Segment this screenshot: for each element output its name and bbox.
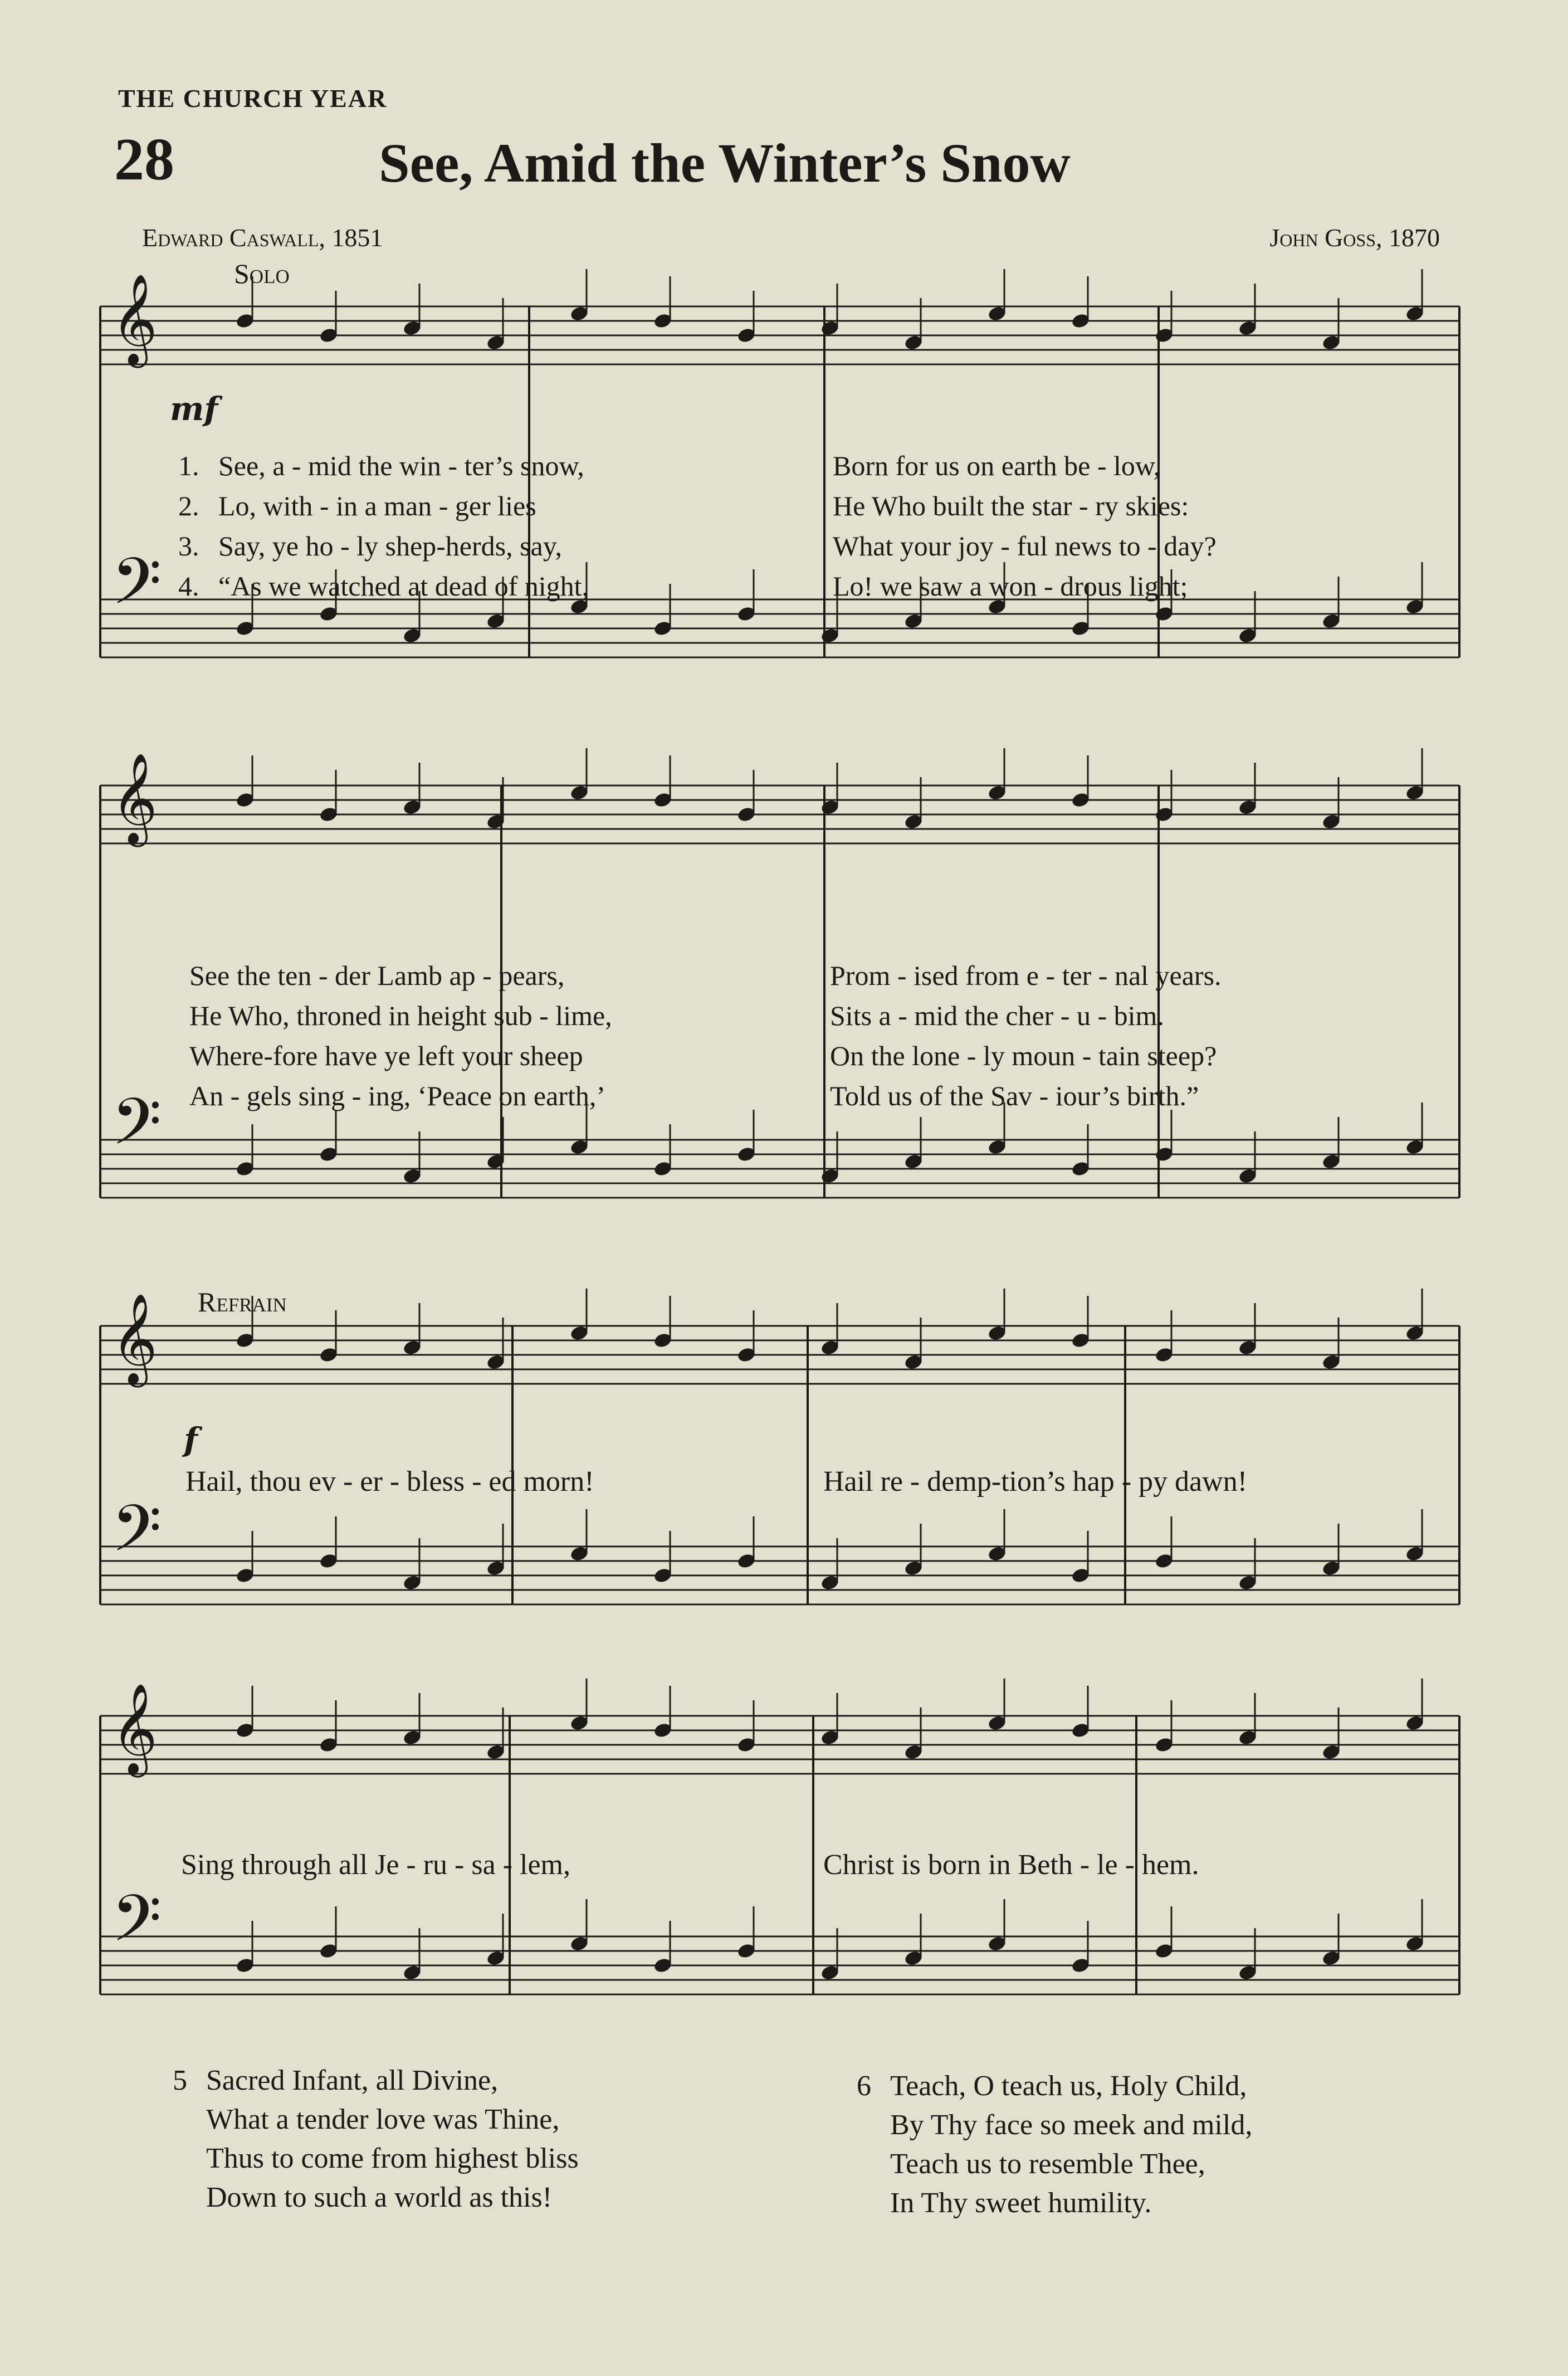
refrain-marking: Refrain	[198, 1286, 287, 1318]
stanza-5: 5 Sacred Infant, all Divine, What a tender love was Thine, Thus to come from highest bliss Down to such a world as this!	[173, 2065, 579, 2213]
clef-icon: 𝄢	[111, 544, 162, 635]
music-system-4	[100, 1683, 1471, 2072]
verse-line: See the ten - der Lamb ap - pears, Prom - ised from e - ter - nal years.	[189, 960, 1222, 991]
words-credit: Edward Caswall, 1851	[142, 223, 383, 252]
hymn-title: See, Amid the Winter’s Snow	[379, 132, 1071, 194]
refrain-line-1: Hail, thou ev - er - bless - ed morn! Hail re - demp-tion’s hap - py dawn!	[185, 1466, 1248, 1497]
clef-icon: 𝄞	[111, 753, 158, 843]
clef-icon: 𝄞	[111, 1683, 158, 1774]
verse-line: 3. Say, ye ho - ly shep-herds, say, What your joy - ful news to - day?	[178, 530, 1217, 562]
clef-icon: 𝄞	[111, 274, 158, 364]
verse-line: 2. Lo, with - in a man - ger lies He Who built the star - ry skies:	[178, 490, 1189, 521]
verses-part-2	[189, 955, 1222, 1116]
clef-icon: 𝄢	[111, 1881, 162, 1972]
solo-marking: Solo	[234, 258, 290, 289]
verse-line: Where-fore have ye left your sheep On the lone - ly moun - tain steep?	[189, 1040, 1217, 1071]
clef-icon: 𝄞	[111, 1293, 158, 1384]
clef-icon: 𝄢	[111, 1491, 162, 1582]
refrain-line-2: Sing through all Je - ru - sa - lem, Christ is born in Beth - le - hem.	[181, 1849, 1199, 1881]
section-label: THE CHURCH YEAR	[118, 84, 388, 113]
stanza-6: 6 Teach, O teach us, Holy Child, By Thy face so meek and mild, Teach us to resemble Thee, In Thy sweet humility.	[857, 2070, 1253, 2219]
verse-line: 1. See, a - mid the win - ter’s snow, Born for us on earth be - low,	[178, 450, 1161, 481]
hymn-number: 28	[114, 126, 174, 193]
music-credit: John Goss, 1870	[1269, 223, 1440, 252]
dynamic-mf: mf	[170, 390, 218, 428]
clef-icon: 𝄢	[111, 1085, 162, 1175]
verse-line: He Who, throned in height sub - lime, Sits a - mid the cher - u - bim.	[189, 1000, 1164, 1031]
verses-part-1	[178, 446, 1217, 606]
dynamic-f: f	[184, 1421, 198, 1458]
verse-line: 4. “As we watched at dead of night, Lo! we saw a won - drous light;	[178, 570, 1188, 602]
verse-line: An - gels sing - ing, ‘Peace on earth,’ Told us of the Sav - iour’s birth.”	[189, 1080, 1199, 1111]
